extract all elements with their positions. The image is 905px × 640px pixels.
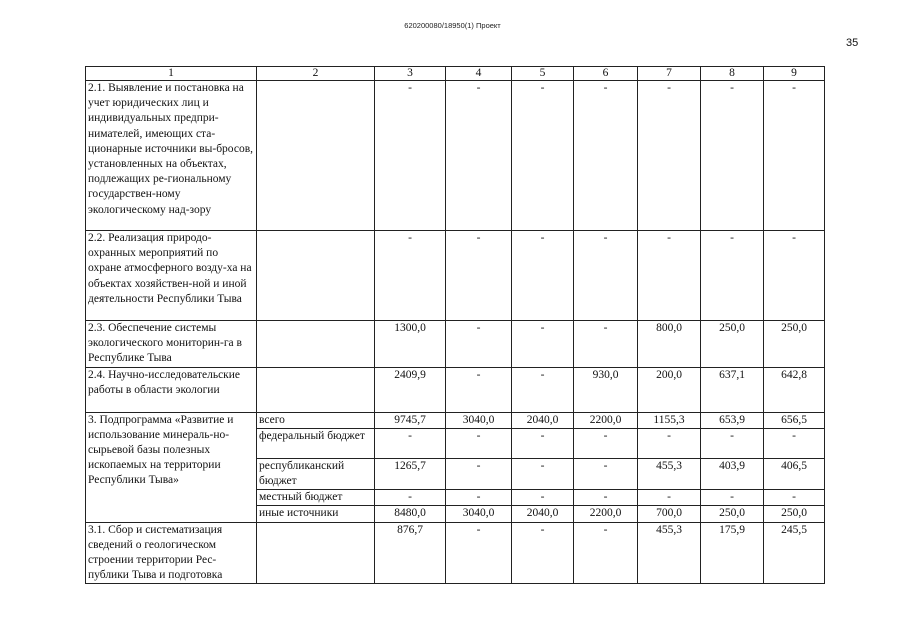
source-cell: всего: [257, 412, 375, 428]
source-cell: [257, 81, 375, 231]
value-cell: -: [574, 490, 638, 506]
value-cell: -: [574, 522, 638, 584]
value-cell: -: [512, 321, 574, 368]
value-cell: 250,0: [701, 321, 764, 368]
value-cell: 2409,9: [375, 367, 446, 412]
value-cell: -: [512, 428, 574, 458]
page-number: 35: [846, 37, 859, 49]
value-cell: -: [512, 81, 574, 231]
value-cell: -: [512, 458, 574, 489]
source-cell: [257, 231, 375, 321]
table-row: [86, 81, 825, 231]
value-cell: 9745,7: [375, 412, 446, 428]
header-cell: 3: [375, 67, 446, 81]
source-cell: местный бюджет: [257, 490, 375, 506]
value-cell: -: [446, 490, 512, 506]
budget-table: [85, 66, 825, 584]
value-cell: 876,7: [375, 522, 446, 584]
table-row: [86, 231, 825, 321]
value-cell: 800,0: [638, 321, 701, 368]
header-cell: 1: [86, 67, 257, 81]
value-cell: 656,5: [764, 412, 825, 428]
table-row: [86, 367, 825, 412]
value-cell: 1300,0: [375, 321, 446, 368]
value-cell: -: [512, 522, 574, 584]
source-cell: иные источники: [257, 506, 375, 522]
table-row: [86, 321, 825, 368]
header-cell: 7: [638, 67, 701, 81]
header-cell: 5: [512, 67, 574, 81]
value-cell: -: [375, 81, 446, 231]
value-cell: 3040,0: [446, 506, 512, 522]
value-cell: -: [446, 458, 512, 489]
value-cell: -: [512, 490, 574, 506]
value-cell: 455,3: [638, 522, 701, 584]
value-cell: 642,8: [764, 367, 825, 412]
value-cell: -: [446, 367, 512, 412]
value-cell: 930,0: [574, 367, 638, 412]
row-name-cell: 2.4. Научно-исследовательские работы в области экологии: [86, 367, 257, 412]
header-row: [86, 67, 825, 81]
header-cell: 8: [701, 67, 764, 81]
value-cell: 175,9: [701, 522, 764, 584]
value-cell: 406,5: [764, 458, 825, 489]
value-cell: 250,0: [764, 506, 825, 522]
table-row: [86, 412, 825, 428]
value-cell: -: [764, 490, 825, 506]
value-cell: -: [638, 428, 701, 458]
value-cell: -: [375, 490, 446, 506]
value-cell: -: [638, 490, 701, 506]
value-cell: 250,0: [701, 506, 764, 522]
value-cell: 403,9: [701, 458, 764, 489]
value-cell: 250,0: [764, 321, 825, 368]
table-row: [86, 522, 825, 584]
value-cell: -: [701, 428, 764, 458]
source-cell: [257, 367, 375, 412]
value-cell: -: [764, 81, 825, 231]
value-cell: 2200,0: [574, 506, 638, 522]
source-cell: [257, 321, 375, 368]
value-cell: -: [375, 231, 446, 321]
value-cell: -: [574, 231, 638, 321]
header-cell: 6: [574, 67, 638, 81]
document-header: 620200080/18950(1) Проект: [404, 21, 501, 30]
value-cell: 1265,7: [375, 458, 446, 489]
value-cell: -: [375, 428, 446, 458]
value-cell: -: [574, 458, 638, 489]
value-cell: -: [512, 231, 574, 321]
row-name-cell: 2.1. Выявление и постановка на учет юридических лиц и индивидуальных предпри-нимателей, имеющих ста-ционарные источники вы-бросов, установленных на объектах, подлежащих ре-гиональному государствен-ному экологическому над-зору: [86, 81, 257, 231]
value-cell: -: [446, 321, 512, 368]
value-cell: -: [446, 428, 512, 458]
value-cell: -: [574, 321, 638, 368]
value-cell: -: [574, 81, 638, 231]
header-cell: 9: [764, 67, 825, 81]
value-cell: -: [446, 81, 512, 231]
row-name-cell: 3.1. Сбор и систематизация сведений о геологическом строении территории Рес-публики Тыва и подготовка: [86, 522, 257, 584]
row-name-cell: 3. Подпрограмма «Развитие и использование минераль-но-сырьевой базы полезных ископаемых на территории Республики Тыва»: [86, 412, 257, 522]
value-cell: -: [574, 428, 638, 458]
value-cell: 8480,0: [375, 506, 446, 522]
header-cell: 4: [446, 67, 512, 81]
value-cell: 637,1: [701, 367, 764, 412]
value-cell: -: [764, 428, 825, 458]
source-cell: [257, 522, 375, 584]
value-cell: -: [701, 81, 764, 231]
value-cell: 200,0: [638, 367, 701, 412]
source-cell: федеральный бюджет: [257, 428, 375, 458]
value-cell: 3040,0: [446, 412, 512, 428]
value-cell: -: [446, 231, 512, 321]
row-name-cell: 2.3. Обеспечение системы экологического мониторин-га в Республике Тыва: [86, 321, 257, 368]
value-cell: 1155,3: [638, 412, 701, 428]
value-cell: -: [701, 490, 764, 506]
source-cell: республиканский бюджет: [257, 458, 375, 489]
value-cell: 700,0: [638, 506, 701, 522]
value-cell: 245,5: [764, 522, 825, 584]
value-cell: -: [512, 367, 574, 412]
value-cell: -: [638, 231, 701, 321]
value-cell: -: [764, 231, 825, 321]
value-cell: 2040,0: [512, 506, 574, 522]
value-cell: -: [446, 522, 512, 584]
value-cell: 2200,0: [574, 412, 638, 428]
value-cell: -: [701, 231, 764, 321]
value-cell: 2040,0: [512, 412, 574, 428]
header-cell: 2: [257, 67, 375, 81]
value-cell: -: [638, 81, 701, 231]
value-cell: 455,3: [638, 458, 701, 489]
row-name-cell: 2.2. Реализация природо-охранных мероприятий по охране атмосферного возду-ха на объектах хозяйствен-ной и иной деятельности Республики Тыва: [86, 231, 257, 321]
value-cell: 653,9: [701, 412, 764, 428]
